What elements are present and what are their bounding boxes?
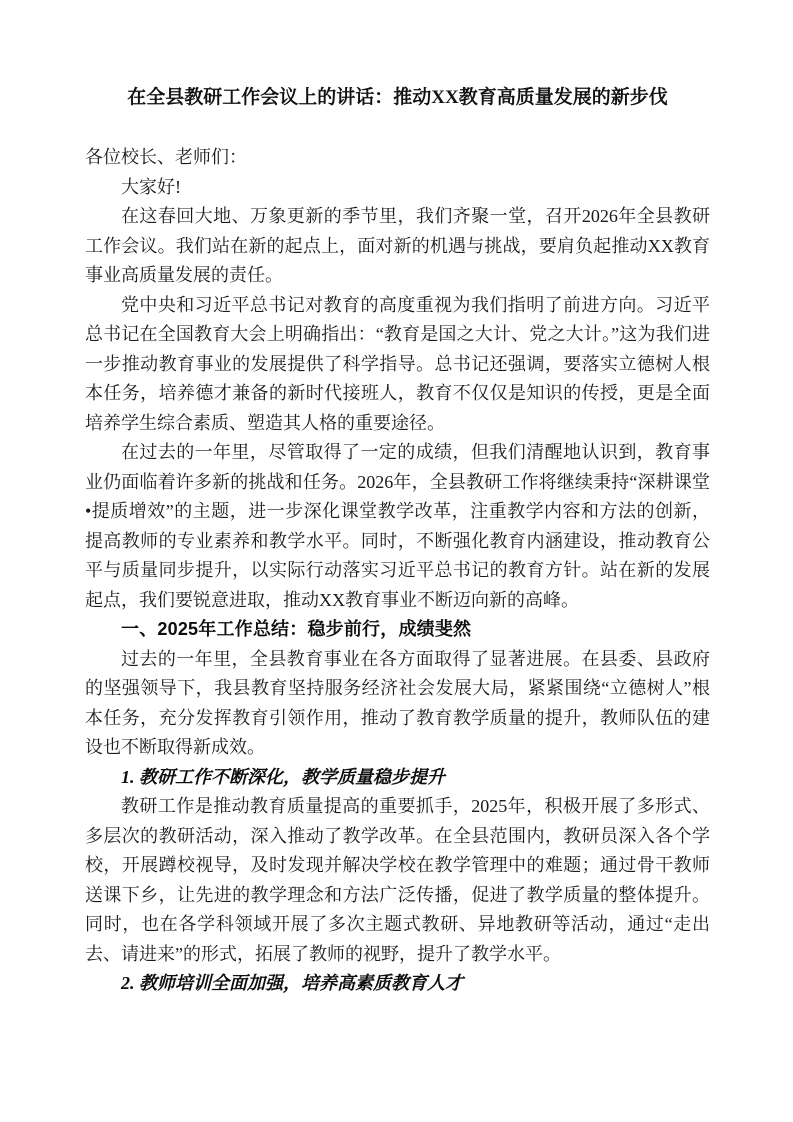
salutation-line: 各位校长、老师们： [85, 147, 247, 167]
intro-paragraph-3: 在过去的一年里，尽管取得了一定的成绩，但我们清醒地认识到，教育事业仍面临着许多新的挑战和任务。2026年，全县教研工作将继续秉持“深耕课堂•提质增效”的主题，进一步深化课堂教学改革，注重教学内容和方法的创新，提高教师的专业素养和教学水平。同时，不断强化教育内涵建设，推动教育公平与质量同步提升，以实际行动落实习近平总书记的教育方针。站在新的发展起点，我们要锐意进取，推动XX教育事业不断迈向新的高峰。 [85, 442, 710, 610]
section-1-heading: 一、2025年工作总结：稳步前行，成绩斐然 [121, 619, 472, 639]
document-title: 在全县教研工作会议上的讲话：推动XX教育高质量发展的新步伐 [127, 87, 668, 108]
greeting-line: 大家好! [121, 176, 181, 197]
intro-paragraph-1: 在这春回大地、万象更新的季节里，我们齐聚一堂，召开2026年全县教研工作会议。我们站在新的起点上，面对新的机遇与挑战，要肩负起推动XX教育事业高质量发展的责任。 [85, 206, 710, 285]
intro-paragraph-2: 党中央和习近平总书记对教育的高度重视为我们指明了前进方向。习近平总书记在全国教育大会上明确指出：“教育是国之大计、党之大计。”这为我们进一步推动教育事业的发展提供了科学指导。总书记还强调，要落实立德树人根本任务，培养德才兼备的新时代接班人，教育不仅仅是知识的传授，更是全面培养学生综合素质、塑造其人格的重要途径。 [85, 294, 710, 433]
section-1-summary-paragraph: 过去的一年里，全县教育事业在各方面取得了显著进展。在县委、县政府的坚强领导下，我县教育坚持服务经济社会发展大局，紧紧围绕“立德树人”根本任务，充分发挥教育引领作用，推动了教育教学质量的提升，教师队伍的建设也不断取得新成效。 [85, 648, 710, 757]
subsection-1-heading: 1. 教研工作不断深化，教学质量稳步提升 [121, 766, 445, 787]
subsection-1-paragraph: 教研工作是推动教育质量提高的重要抓手，2025年，积极开展了多形式、多层次的教研活动，深入推动了教学改革。在全县范围内，教研员深入各个学校，开展蹲校视导，及时发现并解决学校在教学管理中的难题；通过骨干教师送课下乡，让先进的教学理念和方法广泛传播，促进了教学质量的整体提升。同时，也在各学科领域开展了多次主题式教研、异地教研等活动，通过“走出去、请进来”的形式，拓展了教师的视野，提升了教学水平。 [85, 796, 710, 964]
subsection-2-heading: 2. 教师培训全面加强，培养高素质教育人才 [121, 973, 463, 993]
